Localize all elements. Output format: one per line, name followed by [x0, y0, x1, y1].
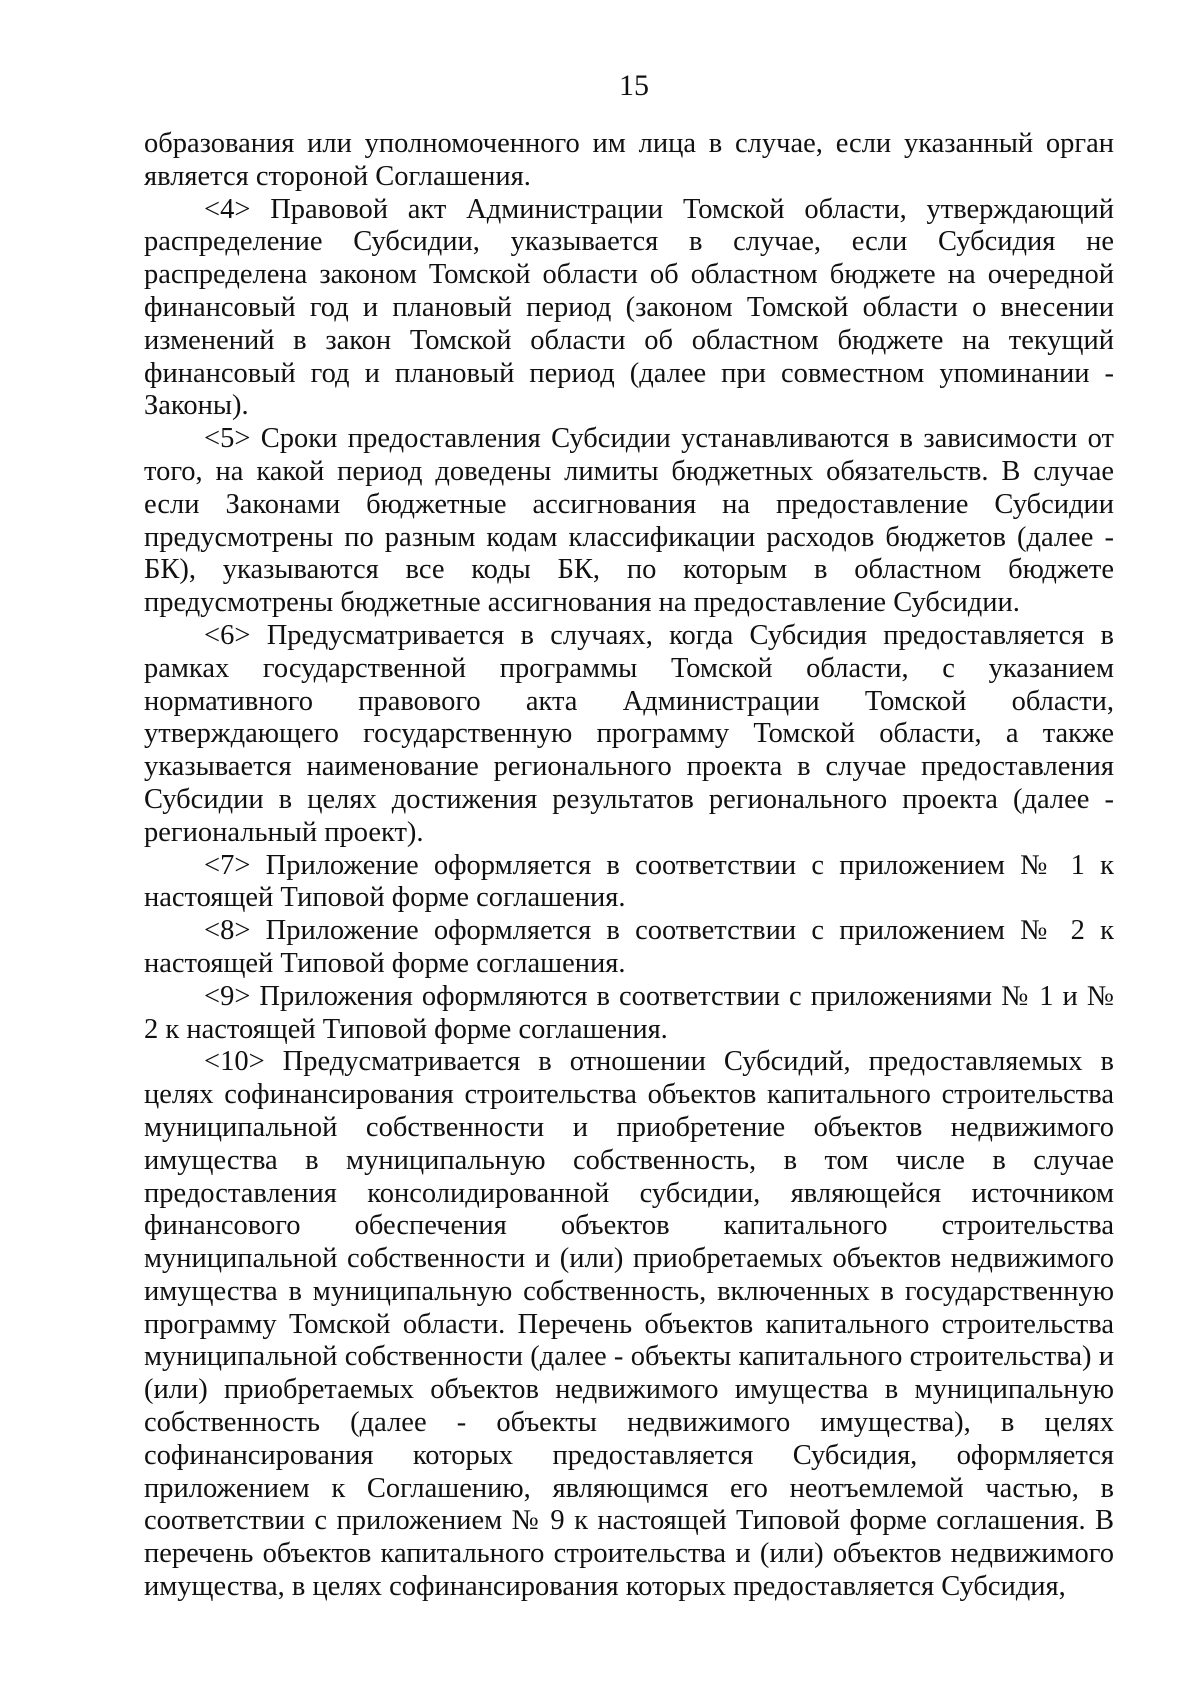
- footnote-6: <6> Предусматривается в случаях, когда Субсидия предоставляется в рамках государственной программы Томской области, с указанием нормативного правового акта Администрации Томской области, утверждающего государственную программу Томской области, а также указывается наименование регионального проекта в случае предоставления Субсидии в целях достижения результатов регионального проекта (далее - региональный проект).: [144, 619, 1114, 848]
- footnote-5: <5> Сроки предоставления Субсидии устанавливаются в зависимости от того, на какой период доведены лимиты бюджетных обязательств. В случае если Законами бюджетные ассигнования на предоставление Субсидии предусмотрены по разным кодам классификации расходов бюджетов (далее - БК), указываются все коды БК, по которым в областном бюджете предусмотрены бюджетные ассигнования на предоставление Субсидии.: [144, 423, 1114, 619]
- footnote-4: <4> Правовой акт Администрации Томской области, утверждающий распределение Субсидии, указывается в случае, если Субсидия не распределена законом Томской области об областном бюджете на очередной финансовый год и плановый период (законом Томской области о внесении изменений в закон Томской области об областном бюджете на текущий финансовый год и плановый период (далее при совместном упоминании - Законы).: [144, 193, 1114, 422]
- footnote-7: <7> Приложение оформляется в соответствии с приложением № 1 к настоящей Типовой форме соглашения.: [144, 849, 1114, 914]
- page-number: 15: [619, 69, 649, 102]
- footnotes-body: [144, 128, 1114, 1604]
- footnote-9: <9> Приложения оформляются в соответствии с приложениями № 1 и № 2 к настоящей Типовой форме соглашения.: [144, 980, 1114, 1045]
- footnote-8: <8> Приложение оформляется в соответствии с приложением № 2 к настоящей Типовой форме соглашения.: [144, 915, 1114, 979]
- footnote-10: <10> Предусматривается в отношении Субсидий, предоставляемых в целях софинансирования строительства объектов капитального строительства муниципальной собственности и приобретение объектов недвижимого имущества в муниципальную собственность, в том числе в случае предоставления консолидированной субсидии, являющейся источником финансового обеспечения объектов капитального строительства муниципальной собственности и (или) приобретаемых объектов недвижимого имущества в муниципальную собственность, включенных в государственную программу Томской области. Перечень объектов капитального строительства муниципальной собственности (далее - объекты капитального строительства) и (или) приобретаемых объектов недвижимого имущества в муниципальную собственность (далее - объекты недвижимого имущества), в целях софинансирования которых предоставляется Субсидия, оформляется приложением к Соглашению, являющимся его неотъемлемой частью, в соответствии с приложением № 9 к настоящей Типовой форме соглашения. В перечень объектов капитального строительства и (или) объектов недвижимого имущества, в целях софинансирования которых предоставляется Субсидия,: [144, 1046, 1114, 1603]
- paragraph-continuation: образования или уполномоченного им лица в случае, если указанный орган является стороной Соглашения.: [144, 128, 1114, 192]
